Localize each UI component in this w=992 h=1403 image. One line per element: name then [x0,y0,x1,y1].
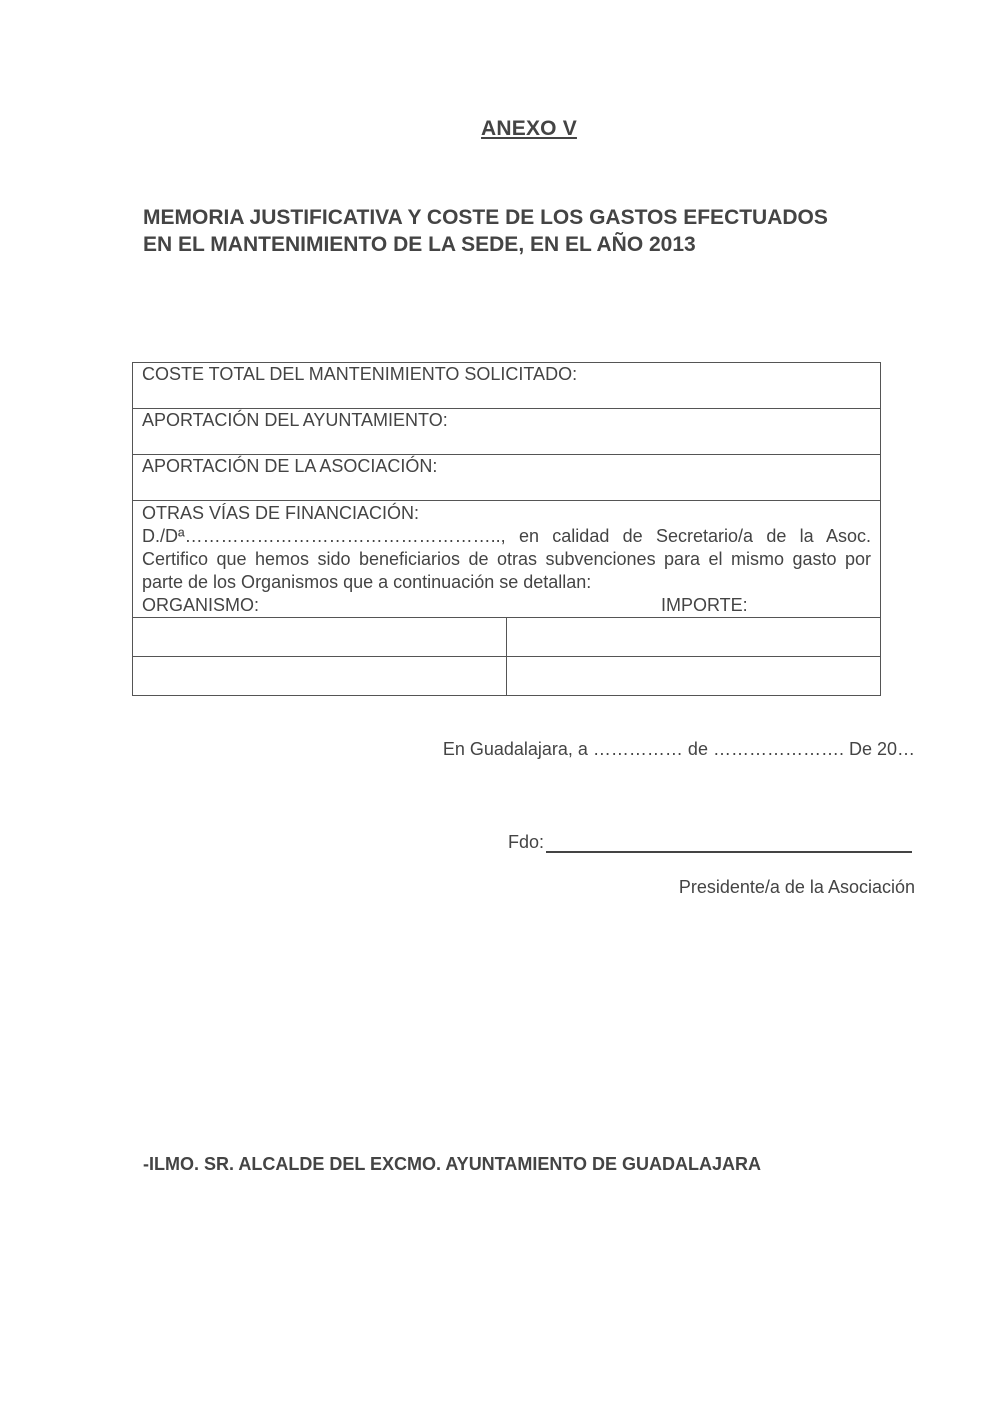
otras-vias-label: OTRAS VÍAS DE FINANCIACIÓN: [142,503,420,523]
organismo-header: ORGANISMO: [142,595,260,615]
financing-table [132,362,881,696]
certification-text: D./Dª…………………………………………….., en calidad de Secretario/a de la Asoc. Certifico que hemos sido beneficiarios de otras subvenciones para el mismo gasto por parte de los Organismos que a continuación se detallan: [142,526,872,592]
document-title-line-1: MEMORIA JUSTIFICATIVA Y COSTE DE LOS GASTOS EFECTUADOS [143,206,828,229]
importe-header: IMPORTE: [661,595,748,615]
aportacion-ayuntamiento-label: APORTACIÓN DEL AYUNTAMIENTO: [142,410,448,430]
document-title-line-2: EN EL MANTENIMIENTO DE LA SEDE, EN EL AÑO 2013 [143,233,696,256]
aportacion-asociacion-cell[interactable] [133,455,881,501]
coste-total-label: COSTE TOTAL DEL MANTENIMIENTO SOLICITADO: [142,364,578,384]
annex-title: ANEXO V [481,117,577,140]
importe-cell[interactable] [507,618,881,657]
coste-total-cell[interactable] [133,363,881,409]
signature-label: Fdo: [508,832,545,852]
president-label: Presidente/a de la Asociación [678,877,915,897]
aportacion-ayuntamiento-row [133,409,881,455]
organismo-cell[interactable] [133,657,507,696]
table-row [133,618,881,657]
column-headers [142,594,871,617]
aportacion-asociacion-row [133,455,881,501]
importe-cell[interactable] [507,657,881,696]
otras-vias-row [133,501,881,618]
coste-total-row [133,363,881,409]
signature-blank-line[interactable] [546,831,912,853]
document-title [143,204,943,258]
organismo-cell[interactable] [133,618,507,657]
signature-field[interactable] [508,831,912,853]
addressee: -ILMO. SR. ALCALDE DEL EXCMO. AYUNTAMIENTO DE GUADALAJARA [143,1154,762,1174]
aportacion-ayuntamiento-cell[interactable] [133,409,881,455]
aportacion-asociacion-label: APORTACIÓN DE LA ASOCIACIÓN: [142,456,438,476]
otras-vias-cell [133,501,881,618]
place-date-line: En Guadalajara, a …………… de …………………. De 20… [442,739,915,759]
table-row [133,657,881,696]
